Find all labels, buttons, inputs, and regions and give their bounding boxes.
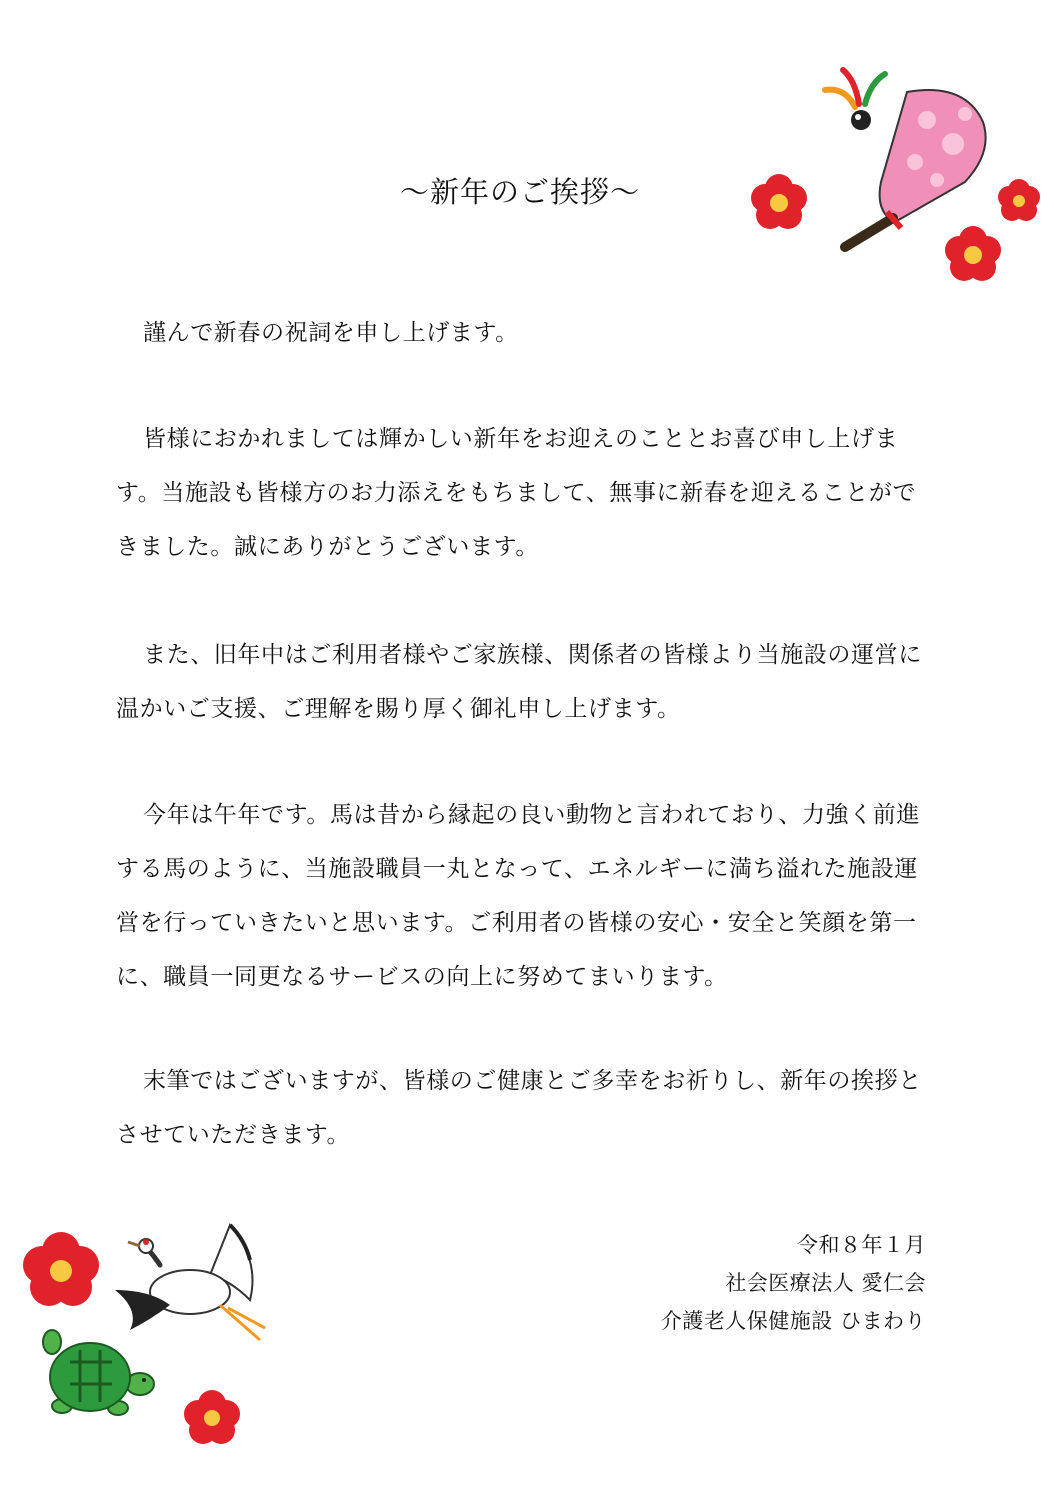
plum-blossom-icon [180,1386,244,1450]
page-title: ～新年のご挨拶～ [399,175,640,209]
signature-facility: 介護老人保健施設 ひまわり [660,1309,926,1333]
paragraph-new-year-wishes: 皆様におかれましては輝かしい新年をお迎えのこととお喜び申し上げます。当施設も皆様方のお力添えをもちまして、無事に新春を迎えることができました。誠にありがとうございます。 [116,426,917,560]
plum-blossom-icon [18,1228,104,1314]
signature-block [661,1226,926,1340]
plum-blossom-icon [940,222,1006,288]
plum-blossom-icon [746,170,812,236]
paragraph-closing: 末筆ではございますが、皆様のご健康とご多幸をお祈りし、新年の挨拶とさせていただきます。 [116,1068,922,1148]
paragraph-year-of-horse: 今年は午年です。馬は昔から縁起の良い動物と言われており、力強く前進する馬のように、当施設職員一丸となって、エネルギーに満ち溢れた施設運営を行っていきたいと思います。ご利用者の皆様の安心・安全と笑顔を第一に、職員一同更なるサービスの向上に努めてまいります。 [116,802,920,990]
plum-blossom-icon [994,176,1044,226]
signature-date: 令和８年１月 [797,1233,926,1257]
turtle-icon [40,1322,160,1422]
signature-corporation: 社会医療法人 愛仁会 [725,1271,926,1295]
paragraph-greeting: 謹んで新春の祝詞を申し上げます。 [143,320,519,346]
paragraph-thanks: また、旧年中はご利用者様やご家族様、関係者の皆様より当施設の運営に温かいご支援、ご理解を賜り厚く御礼申し上げます。 [116,642,922,722]
